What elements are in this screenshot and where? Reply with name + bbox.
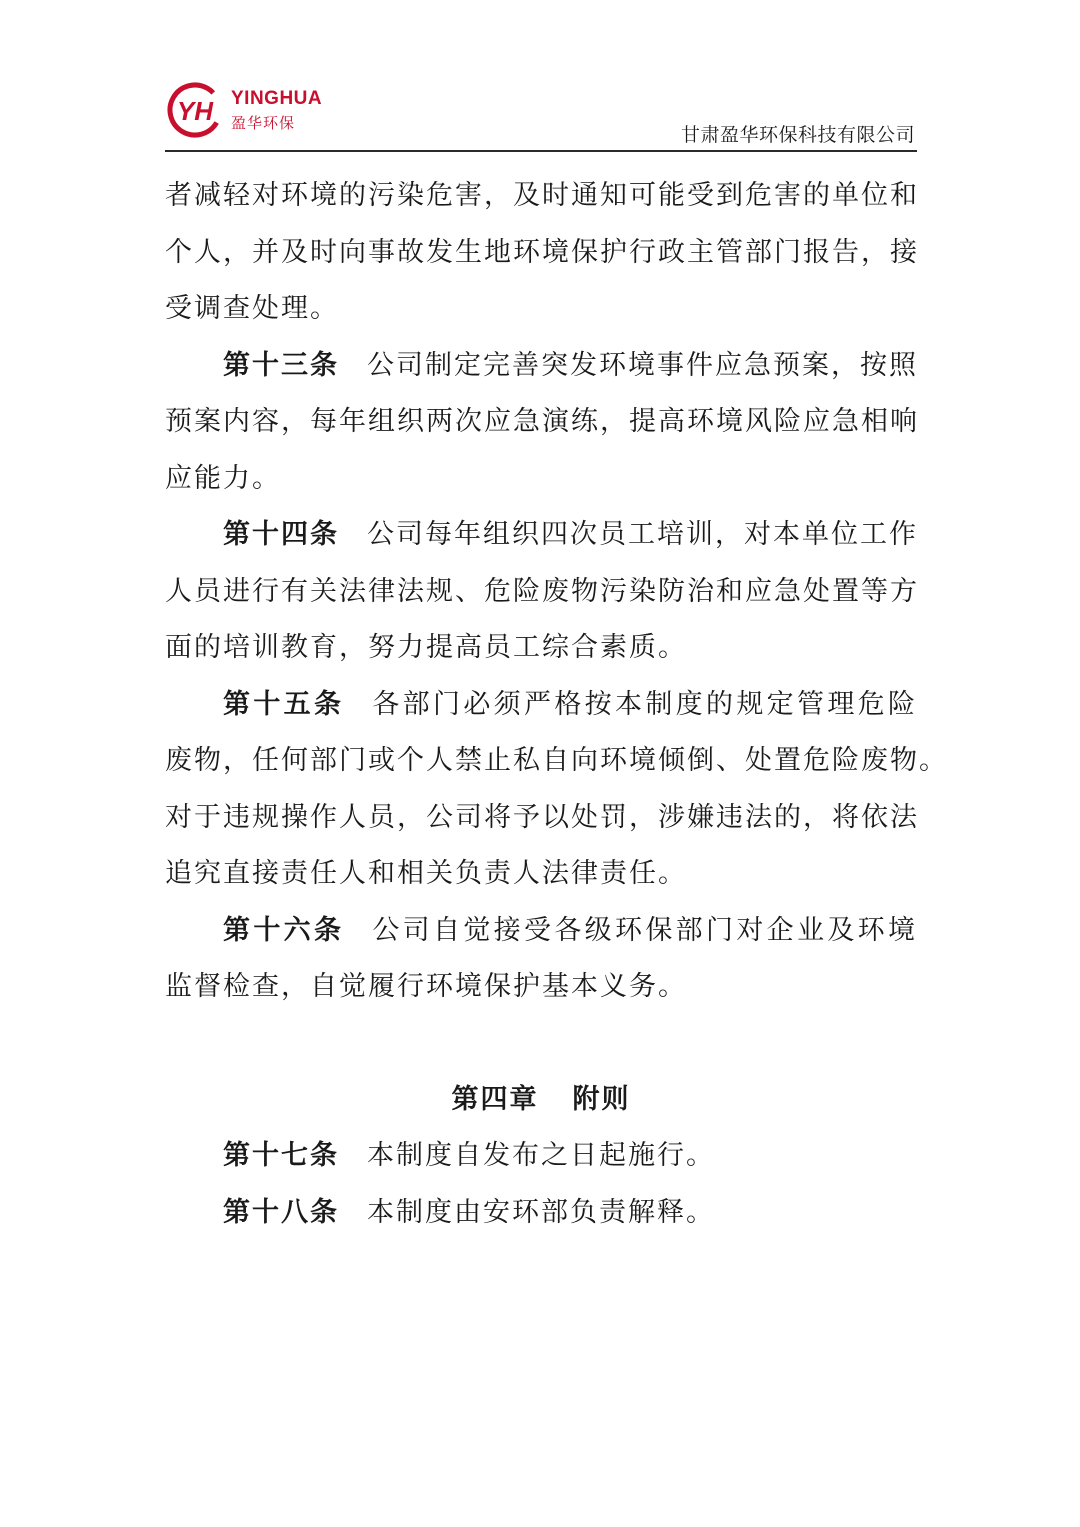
document-body — [165, 168, 948, 1241]
article-first-line — [165, 338, 917, 395]
article-18 — [165, 1185, 917, 1242]
article-14 — [165, 507, 917, 677]
article-text: 公司每年组织四次员工培训，对本单位工作 — [367, 519, 918, 550]
article-number: 第十八条 — [223, 1196, 339, 1228]
chapter-heading — [165, 1072, 917, 1129]
article-number: 第十五条 — [223, 688, 345, 720]
company-logo — [165, 80, 323, 140]
paragraph-line: 追究直接责任人和相关负责人法律责任。 — [165, 858, 687, 889]
article-text: 公司自觉接受各级环保部门对企业及环境 — [372, 914, 918, 946]
article-number: 第十六条 — [223, 914, 345, 946]
article-16 — [165, 903, 917, 1016]
intro-paragraph — [165, 168, 917, 338]
section-spacer — [165, 1016, 917, 1072]
article-13 — [165, 338, 917, 508]
article-17 — [165, 1128, 917, 1185]
chapter-title: 附则 — [572, 1083, 631, 1115]
logo-text-cn: 盈华环保 — [231, 114, 296, 132]
paragraph-line: 应能力。 — [165, 462, 281, 494]
paragraph-line: 监督检查，自觉履行环境保护基本义务。 — [165, 971, 687, 1002]
paragraph-line: 预案内容，每年组织两次应急演练，提高环境风险应急相响 — [165, 406, 919, 437]
article-first-line — [165, 1185, 917, 1242]
article-text: 各部门必须严格按本制度的规定管理危险 — [372, 688, 918, 720]
paragraph-line: 受调查处理。 — [165, 293, 339, 324]
paragraph-line: 对于违规操作人员，公司将予以处罚，涉嫌违法的，将依法 — [165, 801, 919, 833]
paragraph-line: 面的培训教育，努力提高员工综合素质。 — [165, 632, 687, 663]
yh-logo-icon — [165, 80, 225, 140]
article-first-line — [165, 903, 917, 960]
svg-text:YH: YH — [176, 96, 214, 126]
article-first-line — [165, 1128, 917, 1185]
article-text: 本制度自发布之日起施行。 — [367, 1140, 715, 1171]
article-first-line — [165, 507, 917, 564]
page-header — [165, 78, 917, 152]
article-text: 本制度由安环部负责解释。 — [367, 1196, 715, 1228]
paragraph-line: 废物，任何部门或个人禁止私自向环境倾倒、处置危险废物。 — [165, 745, 948, 776]
article-number: 第十四条 — [223, 519, 339, 550]
logo-text-en: YINGHUA — [231, 88, 323, 109]
article-15 — [165, 677, 948, 903]
company-name: 甘肃盈华环保科技有限公司 — [680, 124, 915, 146]
article-text: 公司制定完善突发环境事件应急预案，按照 — [367, 349, 918, 381]
article-first-line — [165, 677, 917, 734]
paragraph-line: 人员进行有关法律法规、危险废物污染防治和应急处置等方 — [165, 575, 919, 607]
article-number: 第十三条 — [223, 349, 339, 381]
chapter-number: 第四章 — [451, 1083, 539, 1115]
article-number: 第十七条 — [223, 1140, 339, 1171]
paragraph-line: 者减轻对环境的污染危害，及时通知可能受到危害的单位和 — [165, 180, 919, 211]
paragraph-line: 个人，并及时向事故发生地环境保护行政主管部门报告，接 — [165, 236, 919, 268]
